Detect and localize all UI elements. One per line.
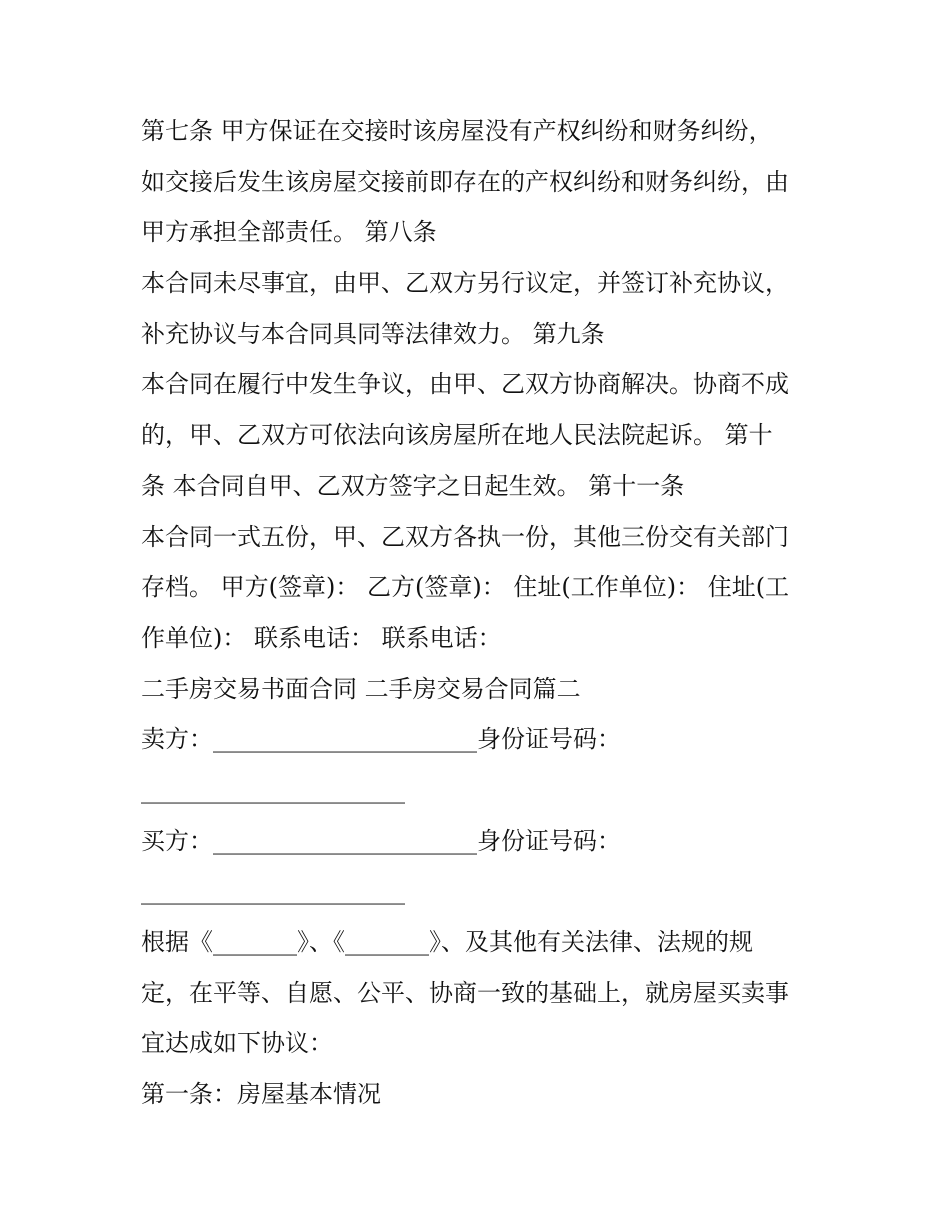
text-line: 甲方承担全部责任。 第八条 xyxy=(141,218,437,247)
text-line: 存档。 甲方(签章)： 乙方(签章)： 住址(工作单位)： 住址(工 xyxy=(141,573,790,602)
article-heading: 第一条：房屋基本情况 xyxy=(141,1080,381,1109)
text-line: 本合同在履行中发生争议，由甲、乙双方协商解决。协商不成 xyxy=(141,370,789,399)
text-line: 的，甲、乙双方可依法向该房屋所在地人民法院起诉。 第十 xyxy=(141,421,773,450)
seller-id-blank: ______________________ xyxy=(141,775,405,804)
text-line: 补充协议与本合同具同等法律效力。 第九条 xyxy=(141,319,605,348)
seller-line: 卖方：______________________身份证号码： xyxy=(141,725,621,754)
text-line: 如交接后发生该房屋交接前即存在的产权纠纷和财务纠纷，由 xyxy=(141,167,789,196)
text-line: 本合同一式五份，甲、乙双方各执一份，其他三份交有关部门 xyxy=(141,522,789,551)
text-line: 根据《_______》、《_______》、及其他有关法律、法规的规 xyxy=(141,928,753,956)
text-line: 定，在平等、自愿、公平、协商一致的基础上，就房屋买卖事 xyxy=(141,978,789,1007)
section-heading: 二手房交易书面合同 二手房交易合同篇二 xyxy=(141,674,581,703)
text-line: 第七条 甲方保证在交接时该房屋没有产权纠纷和财务纠纷， xyxy=(141,117,773,145)
buyer-line: 买方：______________________身份证号码： xyxy=(141,826,621,855)
text-line: 作单位)： 联系电话： 联系电话： xyxy=(141,623,502,652)
contract-text xyxy=(141,106,821,1120)
text-line: 宜达成如下协议： xyxy=(141,1029,333,1058)
text-line: 条 本合同自甲、乙双方签字之日起生效。 第十一条 xyxy=(141,471,685,500)
buyer-id-blank: ______________________ xyxy=(141,877,405,906)
text-line: 本合同未尽事宜，由甲、乙双方另行议定，并签订补充协议， xyxy=(141,269,789,298)
